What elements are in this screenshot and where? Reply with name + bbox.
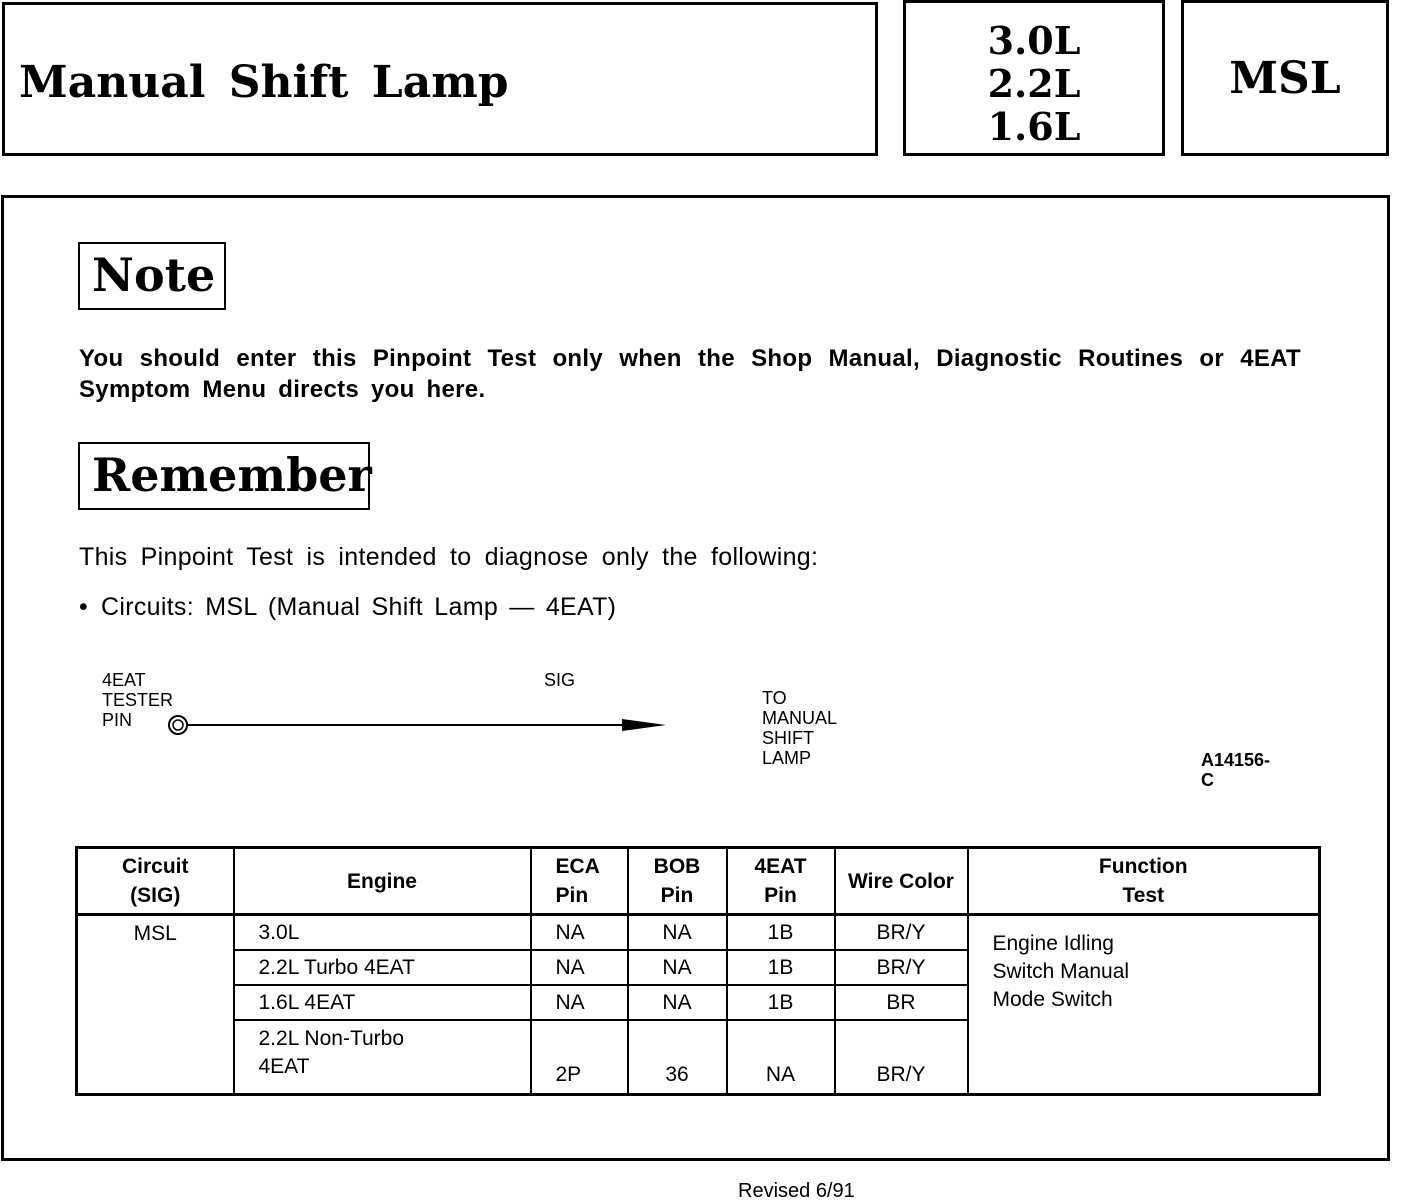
- bullet-icon: •: [79, 593, 89, 621]
- tester-pin-icon: [169, 716, 187, 734]
- bob-pin-cell: NA: [628, 985, 727, 1020]
- note-text: You should enter this Pinpoint Test only when the Shop Manual, Diagnostic Routines or 4EAT Symptom Menu directs you here.: [79, 345, 1301, 403]
- 4eat-pin-cell: NA: [727, 1020, 835, 1095]
- header-bob-pin: BOB Pin: [628, 848, 727, 915]
- engine-cell: 3.0L: [234, 915, 531, 951]
- header-wire-color: Wire Color: [835, 848, 968, 915]
- engine-cell: 2.2L Turbo 4EAT: [234, 950, 531, 985]
- content-panel: [1, 195, 1390, 1161]
- bob-pin-cell: NA: [628, 915, 727, 951]
- engine-cell: 2.2L Non-Turbo 4EAT: [234, 1020, 531, 1095]
- arrow-head-icon: [622, 719, 666, 731]
- 4eat-pin-cell: 1B: [727, 950, 835, 985]
- wire-color-cell: BR/Y: [835, 950, 968, 985]
- bob-pin-cell: NA: [628, 950, 727, 985]
- 4eat-pin-cell: 1B: [727, 915, 835, 951]
- wire-color-cell: BR: [835, 985, 968, 1020]
- wire-color-cell: BR/Y: [835, 915, 968, 951]
- test-code-box: [1181, 0, 1389, 156]
- header-circuit: Circuit (SIG): [77, 848, 234, 915]
- header-eca-pin: ECA Pin: [531, 848, 628, 915]
- engine-3-0l: 3.0L: [987, 18, 1081, 63]
- 4eat-pin-cell: 1B: [727, 985, 835, 1020]
- note-heading: Note: [78, 242, 226, 310]
- pin-table: [75, 846, 1321, 1096]
- engine-list: [906, 19, 1162, 148]
- test-code: MSL: [1229, 53, 1341, 104]
- engine-cell: 1.6L 4EAT: [234, 985, 531, 1020]
- signal-label: SIG: [544, 670, 576, 690]
- header-function-test: Function Test: [968, 848, 1320, 915]
- circuit-bullet-text: Circuits: MSL (Manual Shift Lamp — 4EAT): [101, 593, 617, 621]
- table-row: [77, 915, 1320, 951]
- remember-text: This Pinpoint Test is intended to diagnose only the following:: [79, 543, 819, 571]
- bob-pin-cell: 36: [628, 1020, 727, 1095]
- circuit-bullet: [79, 593, 616, 622]
- engine-list-box: [903, 0, 1165, 156]
- engine-1-6l: 1.6L: [987, 104, 1081, 149]
- title-box: [2, 2, 878, 156]
- header-engine: Engine: [234, 848, 531, 915]
- header-4eat-pin: 4EAT Pin: [727, 848, 835, 915]
- table-header-row: [77, 848, 1320, 915]
- eca-pin-cell: NA: [531, 950, 628, 985]
- function-test-cell: Engine Idling Switch Manual Mode Switch: [968, 915, 1320, 1095]
- circuit-cell: MSL: [77, 915, 234, 1095]
- tester-pin-label: 4EAT TESTER PIN: [102, 670, 174, 730]
- wire-color-cell: BR/Y: [835, 1020, 968, 1095]
- destination-label: TO MANUAL SHIFT LAMP: [762, 688, 838, 768]
- figure-id: A14156-C: [1201, 750, 1271, 790]
- eca-pin-cell: NA: [531, 985, 628, 1020]
- eca-pin-cell: NA: [531, 915, 628, 951]
- engine-2-2l: 2.2L: [987, 61, 1081, 106]
- signal-wire: [154, 708, 684, 748]
- remember-heading: Remember: [78, 442, 370, 510]
- revision-footer: Revised 6/91: [738, 1180, 855, 1202]
- page-title: Manual Shift Lamp: [19, 57, 509, 108]
- eca-pin-cell: 2P: [531, 1020, 628, 1095]
